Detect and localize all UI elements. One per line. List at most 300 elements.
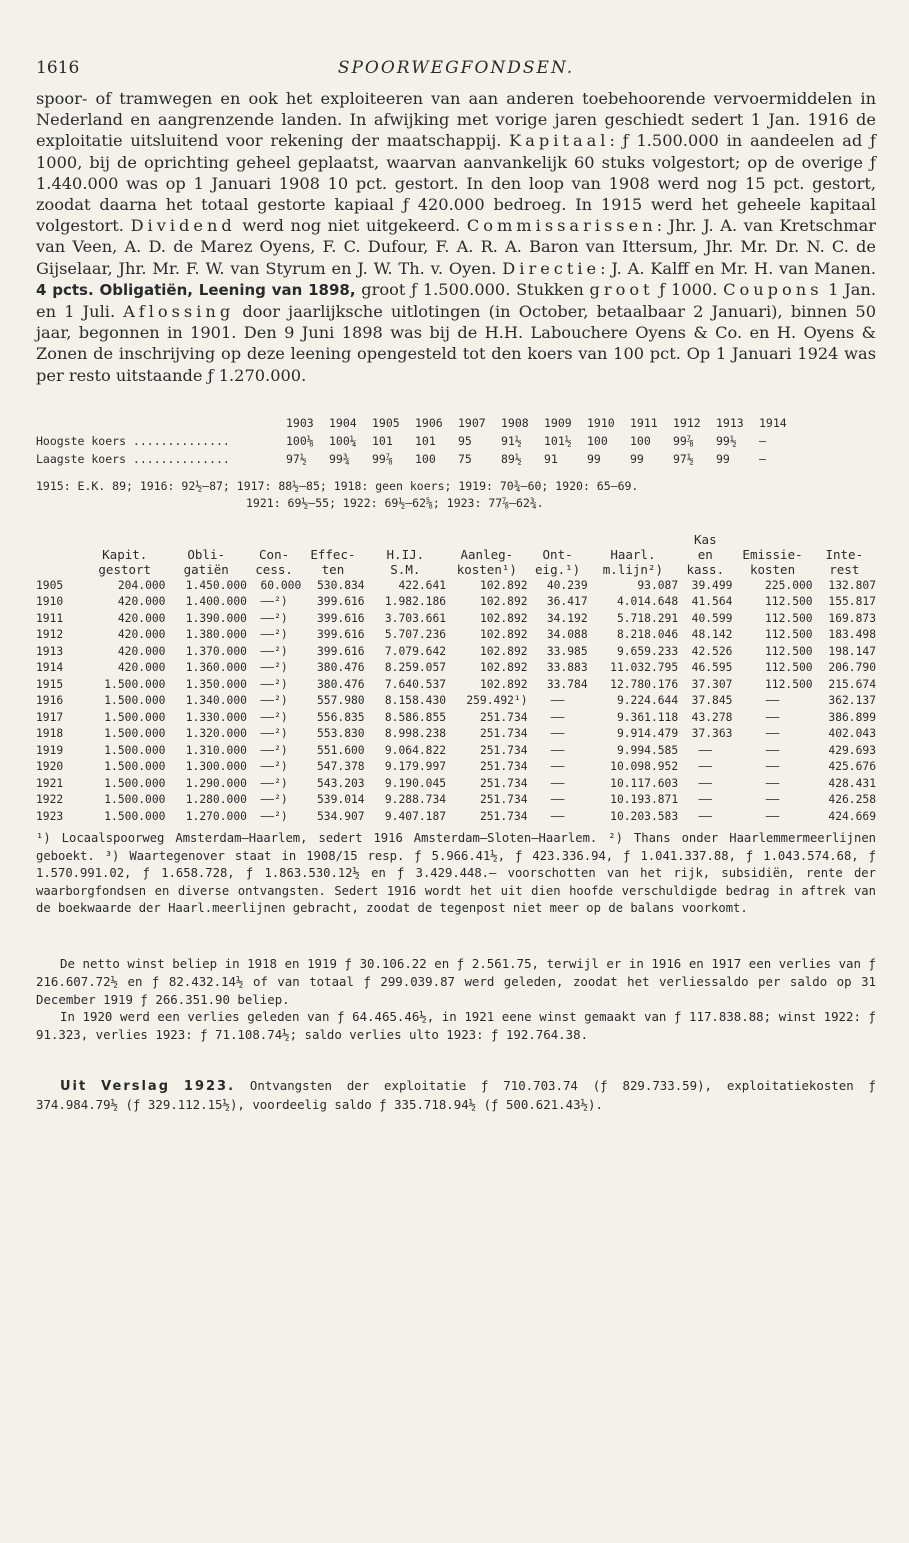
fin-cell: 1.360.000 [185, 661, 247, 675]
koers-value: 99¾ [329, 451, 350, 466]
fin-cell: 5.707.236 [384, 628, 447, 642]
financial-table [36, 532, 876, 825]
spaced-heading: Kapitaal [509, 131, 610, 151]
koers-year: 1913 [716, 415, 744, 430]
fin-cell: 43.278 [691, 710, 733, 724]
fin-cell: 34.192 [546, 611, 588, 625]
fin-header-line: en [697, 546, 713, 562]
fin-cell: —— [550, 694, 565, 708]
fin-cell: ——²) [260, 661, 288, 675]
fin-cell: 399.616 [317, 644, 365, 658]
koers-note-line: 1921: 69½—55; 1922: 69½—62⅝; 1923: 77⅞—62¾. [246, 495, 544, 510]
fin-cell: 553.830 [317, 727, 365, 741]
fin-cell: ——²) [260, 694, 288, 708]
spaced-heading: Aflossing [123, 302, 235, 322]
fin-header-line: kass. [686, 561, 725, 577]
koers-value: 101 [415, 433, 436, 448]
koers-value: 99 [630, 451, 644, 466]
fin-cell: 9.064.822 [384, 743, 447, 757]
intro-paragraph [36, 88, 876, 386]
fin-header-line: gatiën [183, 561, 229, 577]
koers-value: 91½ [501, 433, 522, 448]
fin-cell: —— [550, 710, 565, 724]
fin-cell: 8.998.238 [384, 727, 447, 741]
koers-value: 99 [587, 451, 601, 466]
fin-cell: 1.450.000 [185, 578, 247, 592]
fin-cell: 10.117.603 [610, 776, 679, 790]
koers-value: 97½ [286, 451, 307, 466]
fin-header-line: ten [321, 561, 345, 577]
fin-cell: 37.363 [691, 727, 733, 741]
fin-cell: 155.817 [828, 595, 876, 609]
fin-cell: 3.703.661 [384, 611, 447, 625]
fin-cell: 9.179.997 [384, 760, 447, 774]
fin-header-line: Obli- [187, 546, 226, 562]
fin-cell: 40.239 [546, 578, 588, 592]
fin-year: 1918 [36, 727, 64, 741]
fin-cell: 422.641 [398, 578, 447, 592]
fin-cell: 420.000 [117, 661, 166, 675]
koers-value: 99⅞ [673, 433, 694, 448]
fin-cell: 8.586.855 [384, 710, 447, 724]
fin-row [36, 593, 876, 610]
fin-cell: 215.674 [828, 677, 876, 691]
koers-value: 99 [716, 451, 730, 466]
fin-year: 1921 [36, 776, 64, 790]
running-title: SPOORWEGFONDSEN. [337, 58, 575, 78]
fin-cell: 8.259.057 [384, 661, 447, 675]
fin-cell: 386.899 [828, 710, 876, 724]
fin-cell: 380.476 [317, 661, 365, 675]
fin-year: 1905 [36, 578, 64, 592]
fin-cell: 102.892 [479, 628, 528, 642]
fin-cell: 46.595 [691, 661, 733, 675]
fin-cell: 112.500 [765, 677, 813, 691]
fin-cell: 429.693 [828, 743, 876, 757]
spaced-heading: groot [589, 279, 654, 299]
fin-cell: 225.000 [765, 578, 813, 592]
fin-cell: 33.883 [546, 661, 588, 675]
koers-value: — [759, 451, 766, 466]
fin-header-line: eig.¹) [535, 561, 581, 577]
fin-cell: 7.079.642 [384, 644, 447, 658]
koers-year: 1904 [329, 415, 357, 430]
koers-year: 1912 [673, 415, 701, 430]
fin-cell: 102.892 [479, 661, 528, 675]
fin-header-line: cess. [255, 561, 293, 577]
page [36, 58, 876, 1114]
fin-year: 1914 [36, 661, 64, 675]
fin-cell: 206.790 [828, 661, 876, 675]
fin-row [36, 742, 876, 759]
text-run: 1 Jan. en 1 Juli. [36, 279, 876, 322]
fin-cell: 112.500 [765, 644, 813, 658]
spaced-heading: Directie [502, 258, 601, 278]
fin-cell: ——²) [260, 793, 288, 807]
koers-value: 95 [458, 433, 472, 448]
fin-header [165, 532, 246, 577]
fin-row [36, 626, 876, 643]
fin-cell: 530.834 [317, 578, 365, 592]
fin-row [36, 610, 876, 627]
koers-value: 100⅛ [286, 433, 314, 448]
fin-cell: 1.320.000 [185, 727, 247, 741]
fin-header-line: Kapit. [102, 546, 148, 562]
fin-cell: 11.032.795 [610, 661, 679, 675]
fin-row [36, 577, 876, 594]
fin-cell: 8.218.046 [616, 628, 679, 642]
text-run: groot ƒ 1.500.000. Stukken [355, 279, 590, 299]
text-run: werd nog niet uitgekeerd. [235, 216, 467, 236]
fin-cell: 1.340.000 [185, 694, 247, 708]
spaced-heading: Coupons [723, 279, 823, 299]
koers-corner [36, 414, 286, 432]
fin-year: 1912 [36, 628, 64, 642]
fin-cell: 198.147 [828, 644, 876, 658]
koers-note-line: 1915: E.K. 89; 1916: 92½—87; 1917: 88½—85; 1918: geen koers; 1919: 70¾—60; 1920: 65—69. [36, 478, 639, 493]
koers-year: 1909 [544, 415, 572, 430]
koers-value: 100 [587, 433, 608, 448]
fin-header [84, 532, 165, 577]
fin-cell: ——²) [260, 644, 288, 658]
fin-cell: 399.616 [317, 628, 365, 642]
fin-row [36, 758, 876, 775]
fin-cell: —— [765, 809, 780, 823]
fin-cell: 1.400.000 [185, 595, 247, 609]
fin-cell: ——²) [260, 677, 288, 691]
fin-cell: 102.892 [479, 578, 528, 592]
fin-cell: 93.087 [637, 578, 679, 592]
fin-year: 1923 [36, 809, 64, 823]
fin-cell: 1.982.186 [384, 595, 447, 609]
fin-cell: —— [765, 727, 780, 741]
fin-cell: 60.000 [260, 578, 302, 592]
fin-header-line: kosten [749, 561, 796, 577]
koers-note [36, 478, 876, 512]
text-run: : ƒ 1.500.000 in aandeelen ad ƒ 1000, bij de oprichting geheel geplaatst, waarvan aanvankelijk 60 stuks volgestort; op de overige ƒ 1.440.000 was op 1 Januari 1908 10 pct. gestort. In den loop van 1908 werd nog 15 pct. gestort, zoodat daarna het totaal gestorte kapiaal ƒ 420.000 bedroeg. In 1915 werd het geheele kapitaal volgestort. [36, 131, 876, 236]
fin-cell: —— [765, 793, 780, 807]
fin-cell: 9.994.585 [616, 743, 679, 757]
koers-year: 1908 [501, 415, 529, 430]
koers-year: 1905 [372, 415, 400, 430]
fin-header-line: Kas [694, 531, 717, 547]
fin-cell: 1.390.000 [185, 611, 247, 625]
koers-value: 101½ [544, 433, 572, 448]
fin-cell: —— [698, 793, 713, 807]
fin-cell: 1.500.000 [104, 743, 166, 757]
fin-cell: 48.142 [691, 628, 733, 642]
koers-value: 99⅞ [372, 451, 393, 466]
verslag-paragraph [36, 1077, 876, 1113]
fin-cell: ——²) [260, 595, 288, 609]
fin-cell: 1.500.000 [104, 710, 166, 724]
verslag-lead: Uit Verslag 1923. [60, 1079, 236, 1095]
fin-cell: 204.000 [117, 578, 166, 592]
fin-cell: 112.500 [765, 595, 813, 609]
fin-cell: 424.669 [828, 809, 876, 823]
fin-cell: 33.784 [546, 677, 588, 691]
fin-year: 1911 [36, 611, 64, 625]
fin-cell: 40.599 [691, 611, 733, 625]
fin-cell: —— [550, 776, 565, 790]
fin-cell: 1.290.000 [185, 776, 247, 790]
fin-cell: 1.350.000 [185, 677, 247, 691]
fin-header-line: Effec- [310, 546, 356, 562]
fin-year: 1915 [36, 677, 64, 691]
fin-cell: 399.616 [317, 595, 365, 609]
fin-cell: ——²) [260, 611, 288, 625]
fin-cell: 1.280.000 [185, 793, 247, 807]
text-run: ƒ 1000. [653, 279, 724, 299]
fin-cell: ——²) [260, 628, 288, 642]
fin-cell: 9.914.479 [616, 727, 679, 741]
fin-cell: 1.500.000 [104, 776, 166, 790]
fin-header [446, 532, 527, 577]
fin-cell: 428.431 [828, 776, 876, 790]
fin-cell: 5.718.291 [616, 611, 679, 625]
fin-header [528, 532, 588, 577]
fin-header-line: Emissie- [742, 546, 803, 562]
fin-row [36, 808, 876, 825]
koers-value: 100 [415, 451, 436, 466]
fin-cell: 41.564 [691, 595, 733, 609]
fin-cell: 1.500.000 [104, 727, 166, 741]
fin-cell: 12.780.176 [610, 677, 679, 691]
fin-cell: 34.088 [546, 628, 588, 642]
fin-cell: 102.892 [479, 611, 528, 625]
page-header [36, 58, 876, 88]
fin-cell: —— [765, 743, 780, 757]
fin-cell: 251.734 [479, 710, 528, 724]
fin-header [301, 532, 364, 577]
fin-header-line: m.lijn²) [602, 561, 663, 577]
fin-cell: 33.985 [546, 644, 588, 658]
fin-row [36, 709, 876, 726]
koers-value: 91 [544, 451, 558, 466]
fin-cell: 9.361.118 [616, 710, 679, 724]
fin-header [678, 532, 732, 577]
fin-cell: 1.300.000 [185, 760, 247, 774]
fin-cell: 1.330.000 [185, 710, 247, 724]
fin-header [813, 532, 876, 577]
fin-header [247, 532, 301, 577]
fin-cell: 10.193.871 [610, 793, 679, 807]
fin-cell: 251.734 [479, 727, 528, 741]
fin-header [732, 532, 812, 577]
fin-cell: 420.000 [117, 595, 166, 609]
fin-header [365, 532, 446, 577]
fin-row [36, 692, 876, 709]
fin-cell: 9.288.734 [384, 793, 447, 807]
fin-cell: 39.499 [691, 578, 733, 592]
fin-row [36, 659, 876, 676]
fin-cell: —— [550, 809, 565, 823]
fin-cell: 402.043 [828, 727, 876, 741]
koers-label: Laagste koers .............. [36, 451, 230, 466]
fin-cell: —— [765, 776, 780, 790]
fin-row [36, 676, 876, 693]
koers-year: 1906 [415, 415, 443, 430]
fin-cell: 102.892 [479, 677, 528, 691]
fin-cell: 112.500 [765, 628, 813, 642]
koers-row [36, 450, 802, 468]
fin-header-line: Ont- [542, 546, 573, 562]
text-run: door jaarlijksche uitlotingen (in October, betaalbaar 2 Januari), binnen 50 jaar, begonnen in 1901. Den 9 Juni 1898 was bij de H.H. Labouchere Oyens & Co. en H. Oyens & Zonen de inschrijving op deze leening opengesteld tot den koers van 100 pct. Op 1 Januari 1924 was per resto uitstaande ƒ 1.270.000. [36, 302, 876, 385]
fin-cell: —— [765, 710, 780, 724]
fin-cell: 36.417 [546, 595, 588, 609]
fin-cell: 426.258 [828, 793, 876, 807]
koers-year: 1911 [630, 415, 658, 430]
fin-cell: 9.190.045 [384, 776, 447, 790]
fin-cell: 183.498 [828, 628, 876, 642]
fin-cell: —— [698, 760, 713, 774]
fin-cell: ——²) [260, 760, 288, 774]
fin-cell: 556.835 [317, 710, 365, 724]
fin-cell: 1.310.000 [185, 743, 247, 757]
fin-cell: 4.014.648 [616, 595, 679, 609]
koers-year: 1907 [458, 415, 486, 430]
koers-year: 1910 [587, 415, 615, 430]
fin-header-line: Aanleg- [460, 546, 514, 562]
fin-year: 1920 [36, 760, 64, 774]
koers-value: 97½ [673, 451, 694, 466]
fin-cell: 1.500.000 [104, 793, 166, 807]
fin-row [36, 725, 876, 742]
fin-header-line: Inte- [825, 546, 864, 562]
fin-cell: ——²) [260, 809, 288, 823]
fin-year: 1919 [36, 743, 64, 757]
fin-corner [36, 532, 84, 577]
fin-year: 1922 [36, 793, 64, 807]
fin-cell: 112.500 [765, 661, 813, 675]
text-run: : Jhr. J. A. van Kretschmar van Veen, A. D. de Marez Oyens, F. C. Dufour, F. A. R. A. Baron van Ittersum, Jhr. Mr. Dr. N. C. de Gijselaar, Jhr. Mr. F. W. van Styrum en J. W. Th. v. Oyen. [36, 216, 876, 278]
fin-cell: 7.640.537 [384, 677, 447, 691]
fin-cell: 102.892 [479, 644, 528, 658]
fin-cell: 380.476 [317, 677, 365, 691]
fin-cell: 1.500.000 [104, 809, 166, 823]
fin-cell: 1.500.000 [104, 677, 166, 691]
result-paragraph: De netto winst beliep in 1918 en 1919 ƒ 30.106.22 en ƒ 2.561.75, terwijl er in 1916 en 1917 een verlies van ƒ 216.607.72½ en ƒ 82.432.14½ of van totaal ƒ 299.039.87 werd geleden, zoodat het verliessaldo per saldo op 31 December 1919 ƒ 266.351.90 beliep. [36, 956, 876, 1007]
fin-header-line: Con- [259, 546, 290, 562]
fin-cell: 1.270.000 [185, 809, 247, 823]
fin-cell: 1.380.000 [185, 628, 247, 642]
result-paragraph: In 1920 werd een verlies geleden van ƒ 64.465.46½, in 1921 eene winst gemaakt van ƒ 117.838.88; winst 1922: ƒ 91.323, verlies 1923: ƒ 71.108.74½; saldo verlies ulto 1923: ƒ 192.764.38. [36, 1009, 876, 1042]
fin-cell: 425.676 [828, 760, 876, 774]
fin-cell: 547.378 [317, 760, 365, 774]
koers-year: 1914 [759, 415, 787, 430]
fin-cell: 10.098.952 [610, 760, 679, 774]
fin-cell: 420.000 [117, 628, 166, 642]
koers-table [36, 414, 802, 468]
fin-header-line: kosten¹) [456, 561, 517, 577]
fin-cell: 42.526 [691, 644, 733, 658]
fin-cell: 1.370.000 [185, 644, 247, 658]
koers-year: 1903 [286, 415, 314, 430]
fin-cell: 37.307 [691, 677, 733, 691]
fin-cell: 259.492¹) [466, 694, 528, 708]
fin-cell: ——²) [260, 743, 288, 757]
fin-cell: 1.500.000 [104, 694, 166, 708]
fin-cell: —— [550, 760, 565, 774]
spaced-heading: Commissarissen [466, 216, 657, 236]
fin-cell: —— [698, 743, 713, 757]
text-run: : J. A. Kalff en Mr. H. van Manen. [600, 258, 876, 278]
fin-year: 1913 [36, 644, 64, 658]
text-run: spoor- of tramwegen en ook het exploiteeren van aan anderen toebehoorende vervoermiddelen in Nederland en aangrenzende landen. In afwijking met vorige jaren geschiedt sedert 1 Jan. 1916 de exploitatie uitsluitend voor rekening der maatschappij. [36, 89, 876, 151]
fin-cell: ——²) [260, 710, 288, 724]
fin-cell: 557.980 [317, 694, 365, 708]
koers-label: Hoogste koers .............. [36, 433, 230, 448]
fin-cell: 8.158.430 [384, 694, 447, 708]
fin-year: 1916 [36, 694, 64, 708]
fin-cell: —— [698, 776, 713, 790]
fin-cell: —— [550, 727, 565, 741]
fin-cell: 362.137 [828, 694, 876, 708]
fin-cell: 9.407.187 [384, 809, 447, 823]
fin-cell: 251.734 [479, 743, 528, 757]
fin-cell: 251.734 [479, 776, 528, 790]
fin-cell: 399.616 [317, 611, 365, 625]
fin-year: 1910 [36, 595, 64, 609]
spaced-heading: Dividend [130, 216, 236, 236]
fin-cell: 112.500 [765, 611, 813, 625]
fin-cell: 10.203.583 [610, 809, 679, 823]
fin-cell: 9.224.644 [616, 694, 679, 708]
fin-cell: 251.734 [479, 793, 528, 807]
fin-cell: 251.734 [479, 760, 528, 774]
fin-cell: 1.500.000 [104, 760, 166, 774]
koers-row [36, 432, 802, 450]
fin-cell: ——²) [260, 776, 288, 790]
verslag-text: Ontvangsten der exploitatie ƒ 710.703.74 (ƒ 829.733.59), exploitatiekosten ƒ 374.984.79½ (ƒ 329.112.15½), voordeelig saldo ƒ 335.718.94½ (ƒ 500.621.43½). [36, 1078, 877, 1112]
fin-cell: —— [765, 760, 780, 774]
fin-header-line: rest [829, 561, 860, 577]
fin-cell: —— [765, 694, 780, 708]
koers-value: 100¼ [329, 433, 357, 448]
fin-row [36, 775, 876, 792]
fin-row [36, 791, 876, 808]
fin-cell: 132.807 [828, 578, 876, 592]
fin-header-line: S.M. [390, 561, 421, 577]
fin-cell: 251.734 [479, 809, 528, 823]
fin-cell: 539.014 [317, 793, 365, 807]
fin-year: 1917 [36, 710, 64, 724]
fin-cell: 420.000 [117, 611, 166, 625]
fin-header [588, 532, 679, 577]
fin-cell: —— [550, 793, 565, 807]
fin-cell: 551.600 [317, 743, 365, 757]
fin-cell: 102.892 [479, 595, 528, 609]
koers-value: 100 [630, 433, 651, 448]
footnotes: ¹) Locaalspoorweg Amsterdam—Haarlem, sedert 1916 Amsterdam—Sloten—Haarlem. ²) Thans onder Haarlemmermeerlijnen geboekt. ³) Waartegenover staat in 1908/15 resp. ƒ 5.966.41½, ƒ 423.336.94, ƒ 1.041.337.88, ƒ 1.043.574.68, ƒ 1.570.991.02, ƒ 1.658.728, ƒ 1.863.530.12½ en ƒ 3.429.448.— voorschotten van het rijk, subsidiën, rente der waarborgfondsen en diverse ontvangsten. Sedert 1916 wordt het uit dien hoofde verschuldigde bedrag in aftrek van de boekwaarde der Haarl.meerlijnen gebracht, zoodat de tegenpost niet meer op de balans voorkomt. [36, 831, 876, 915]
fin-cell: ——²) [260, 727, 288, 741]
bold-heading: 4 pcts. Obligatiën, Leening van 1898, [36, 280, 356, 299]
koers-value: 99½ [716, 433, 737, 448]
fin-cell: —— [550, 743, 565, 757]
fin-cell: 543.203 [317, 776, 365, 790]
fin-cell: 534.907 [317, 809, 365, 823]
koers-value: 75 [458, 451, 472, 466]
fin-header-line: H.IJ. [386, 546, 425, 562]
fin-row [36, 643, 876, 660]
fin-header-line: Haarl. [610, 546, 656, 562]
koers-value: 101 [372, 433, 393, 448]
fin-cell: 420.000 [117, 644, 166, 658]
fin-cell: 37.845 [691, 694, 733, 708]
fin-cell: 169.873 [828, 611, 876, 625]
fin-cell: 9.659.233 [616, 644, 679, 658]
fin-header-line: gestort [98, 561, 152, 577]
